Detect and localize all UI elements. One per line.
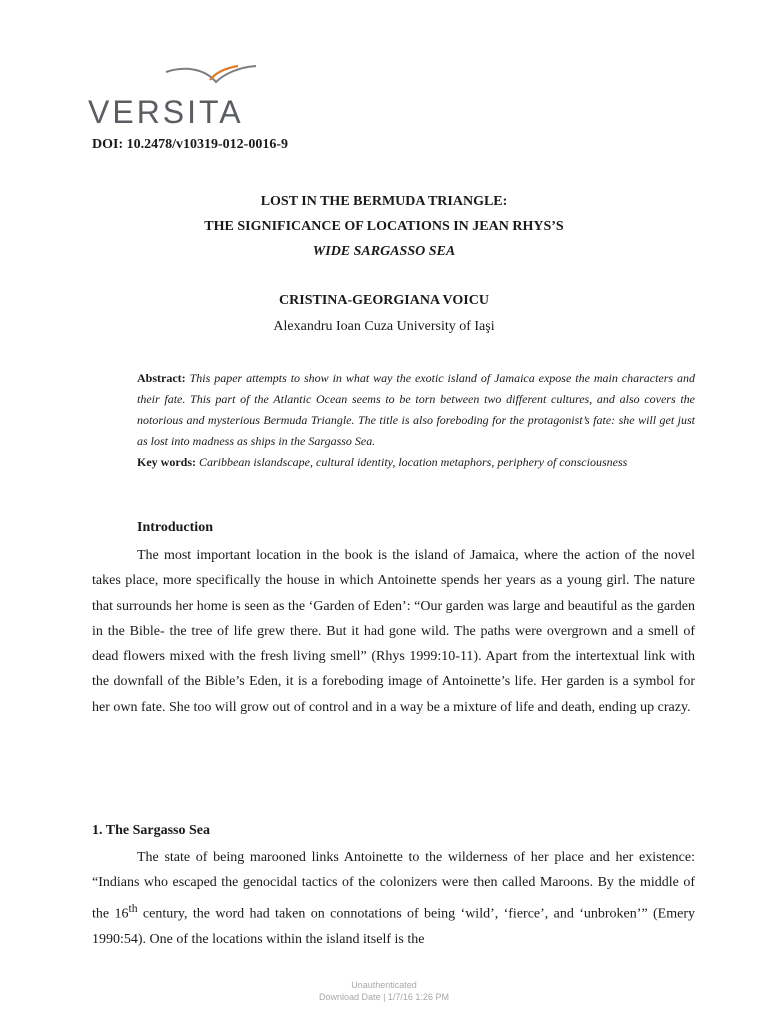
title-line-1: LOST IN THE BERMUDA TRIANGLE:: [260, 194, 508, 209]
keywords-label: Key words:: [137, 455, 196, 469]
section-1-text-b: century, the word had taken on connotations of being ‘wild’, ‘fierce’, and ‘unbroken’” (Emery 1990:54). One of the locations within the island itself is the: [92, 906, 695, 947]
section-1-text-a: The state of being marooned links Antoinette to the wilderness of her place and her existence: “Indians who escaped the genocidal tactics of the colonizers were then called Maroons. By the middle of the 16: [92, 850, 695, 922]
abstract-label: Abstract:: [137, 371, 186, 385]
affiliation: Alexandru Ioan Cuza University of Iaşi: [273, 319, 495, 334]
introduction-paragraph: The most important location in the book is the island of Jamaica, where the action of the novel takes place, more specifically the house in which Antoinette spends her years as a young girl. The nature that surrounds her home is seen as the ‘Garden of Eden’: “Our garden was large and beautiful as the garden in the Bible- the tree of life grew there. But it had gone wild. The paths were overgrown and a smell of dead flowers mixed with the fresh living smell” (Rhys 1999:10-11). Apart from the intertextual link with the downfall of the Bible’s Eden, it is a foreboding image of Antoinette’s life. Her garden is a symbol for her own fate. She too will grow out of control and in a way be a mixture of life and death, ending up crazy.: [92, 548, 695, 715]
author-name: CRISTINA-GEORGIANA VOICU: [279, 293, 489, 308]
title-line-2: THE SIGNIFICANCE OF LOCATIONS IN JEAN RHYS’S: [204, 219, 564, 234]
footer-line-2: Download Date | 1/7/16 1:26 PM: [319, 992, 449, 1002]
keywords-text: Caribbean islandscape, cultural identity, location metaphors, periphery of consciousness: [199, 455, 628, 469]
doi: DOI: 10.2478/v10319-012-0016-9: [92, 137, 288, 152]
abstract-block: [137, 368, 695, 473]
footer-line-1: Unauthenticated: [351, 980, 417, 990]
title-line-3: WIDE SARGASSO SEA: [312, 244, 456, 259]
section-1-heading: 1. The Sargasso Sea: [92, 823, 210, 838]
bird-swoosh-icon: [164, 64, 259, 94]
section-1-paragraph: [92, 845, 695, 952]
introduction-heading: Introduction: [137, 520, 213, 535]
download-footer: [0, 979, 768, 1003]
abstract-text: This paper attempts to show in what way the exotic island of Jamaica expose the main characters and their fate. This part of the Atlantic Ocean seems to be torn between two different cultures, and also covers the notorious and mysterious Bermuda Triangle. The title is also foreboding for the protagonist’s fate: she will get just as lost into madness as ships in the Sargasso Sea.: [137, 371, 696, 448]
brand-name: VERSITA: [88, 94, 244, 130]
versita-logo: [88, 64, 258, 134]
superscript-th: th: [128, 901, 138, 915]
